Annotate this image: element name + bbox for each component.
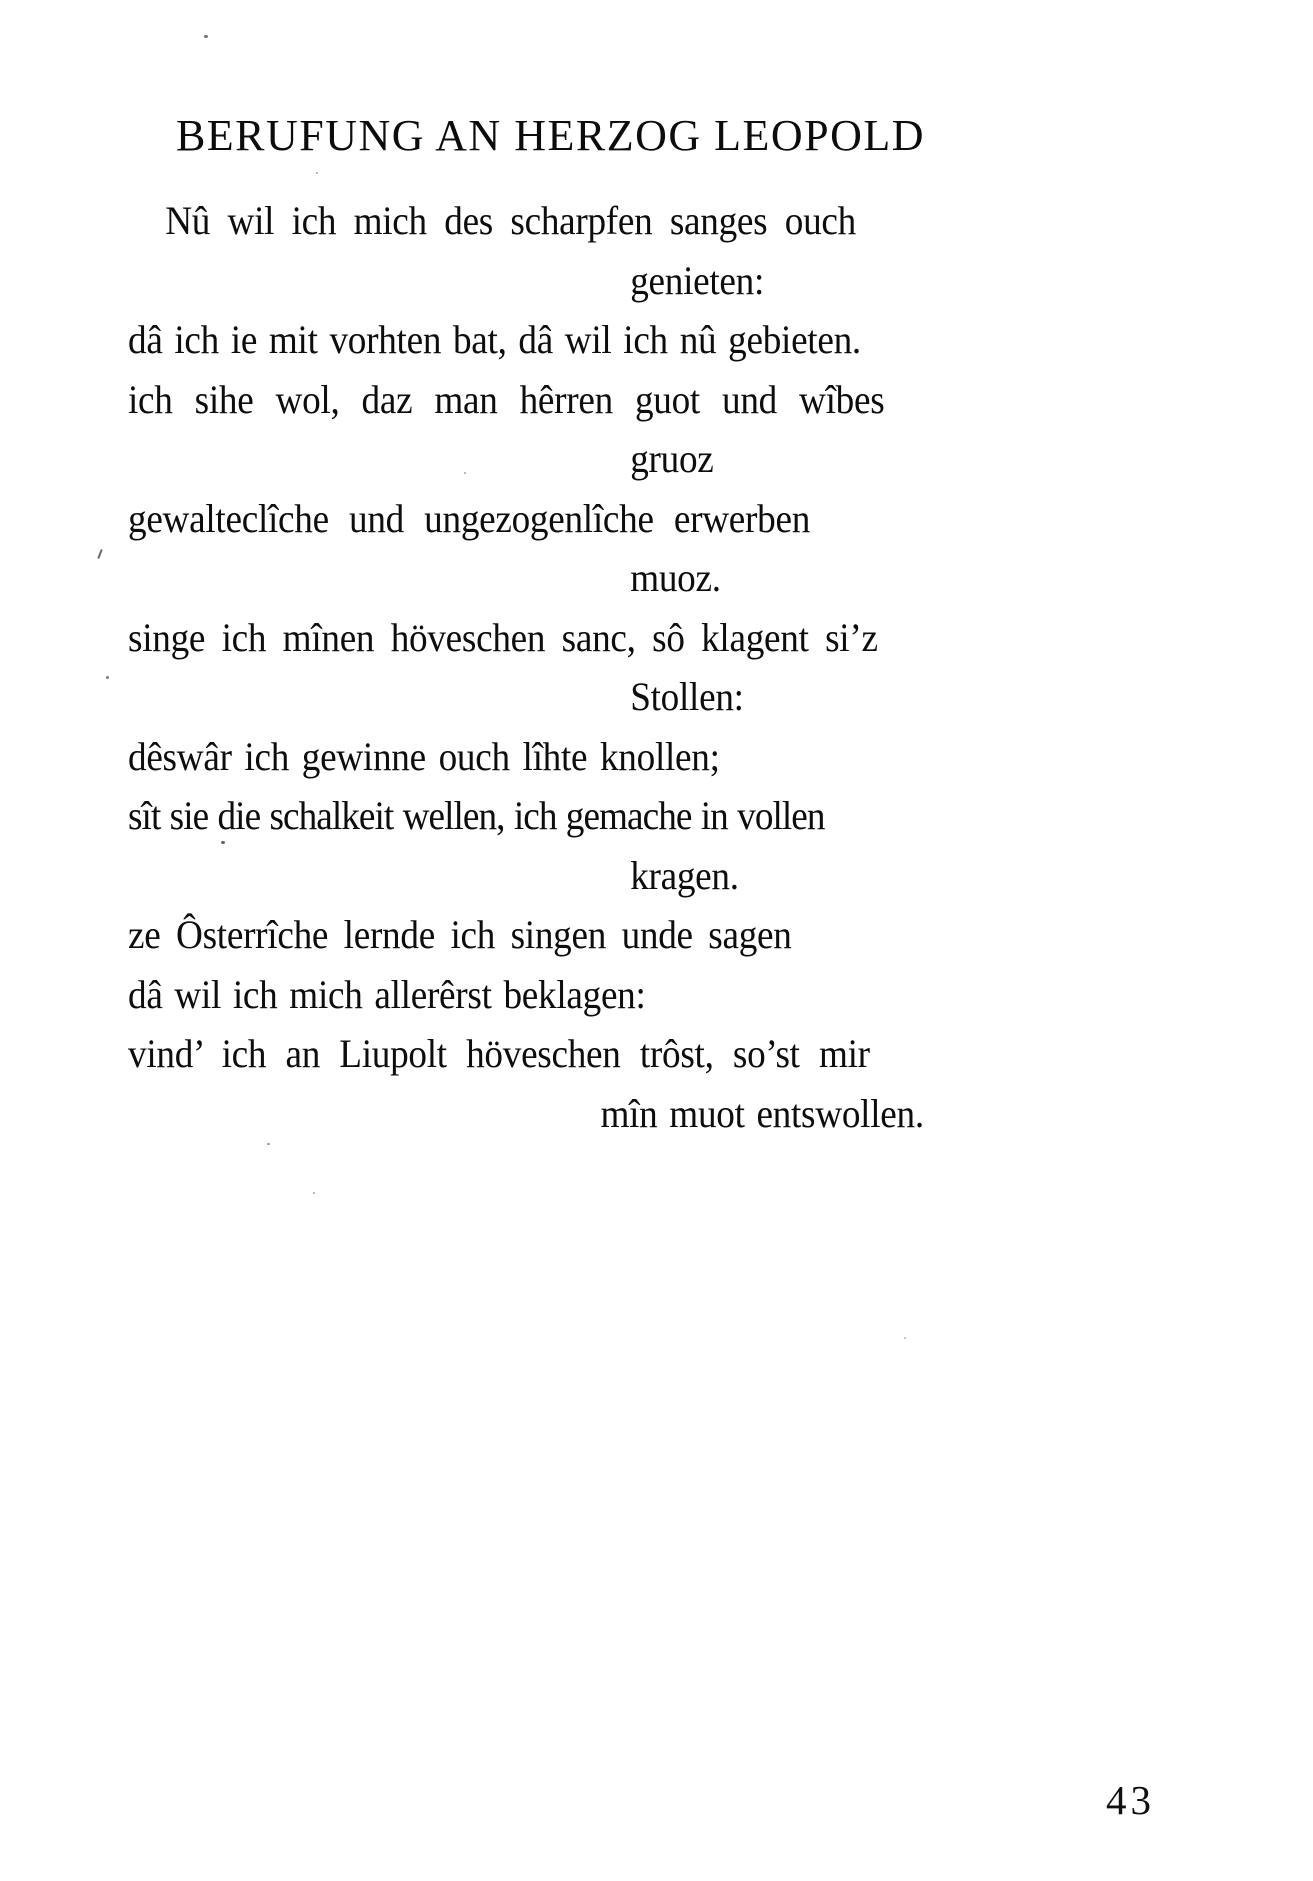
poem-line: Nû wil ich mich des scharpfen sanges ouch: [165, 198, 856, 243]
scan-speck: [313, 1192, 315, 1194]
poem-line: genieten:: [630, 257, 765, 303]
poem-line: gewalteclîche und ungezogenlîche erwerben: [128, 495, 811, 541]
poem-line: sît sie die schalkeit wellen, ich gemache in vollen: [128, 793, 825, 838]
poem-line: mîn muot entswollen.: [600, 1090, 924, 1136]
scan-speck: [97, 549, 103, 559]
poem-body: [128, 191, 973, 1143]
poem-line: muoz.: [630, 555, 721, 600]
poem-line: Stollen:: [630, 674, 744, 719]
poem-line: ich sihe wol, daz man hêrren guot und wîbes: [128, 376, 885, 422]
poem-line: gruoz: [630, 436, 714, 481]
poem-line: singe ich mînen höveschen sanc, sô klagent si’z: [128, 614, 878, 660]
page-number: 43: [1106, 1777, 1155, 1823]
scan-speck: [221, 841, 225, 844]
poem-title: BERUFUNG AN HERZOG LEOPOLD: [175, 111, 926, 160]
scan-speck: [464, 472, 466, 474]
poem-line: dâ ich ie mit vorhten bat, dâ wil ich nû gebieten.: [128, 317, 861, 362]
scan-speck: [904, 1337, 906, 1339]
poem-line: dêswâr ich gewinne ouch lîhte knollen;: [128, 733, 720, 779]
text-block: [128, 112, 973, 1143]
poem-line: ze Ôsterrîche lernde ich singen unde sagen: [128, 912, 792, 957]
poem-line: vind’ ich an Liupolt höveschen trôst, so’st mir: [128, 1031, 870, 1076]
scan-speck: [106, 676, 109, 679]
scan-speck: [204, 35, 208, 38]
poem-line: kragen.: [630, 852, 739, 898]
poem-line: dâ wil ich mich allerêrst beklagen:: [128, 971, 646, 1017]
scan-speck: [267, 1143, 270, 1145]
scan-speck: [316, 172, 318, 174]
